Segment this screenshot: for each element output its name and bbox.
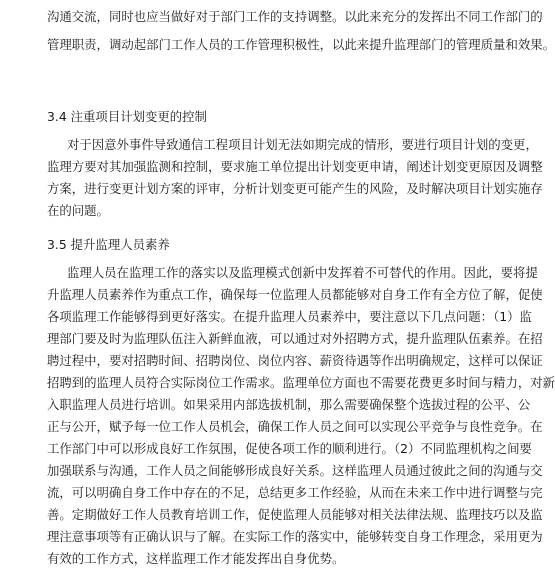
body-text-line: 管理职责，调动起部门工作人员的工作管理积极性，以此来提升监理部门的管理质量和效果。 bbox=[47, 37, 555, 52]
section-heading-3-4: 3.4 注重项目计划变更的控制 bbox=[47, 109, 207, 124]
body-text-line: 沟通交流，同时也应当做好对于部门工作的支持调整。以此来充分的发挥出不同工作部门的 bbox=[47, 9, 543, 24]
body-text-line: 对于因意外事件导致通信工程项目计划无法如期完成的情形，要进行项目计划的变更， bbox=[67, 137, 538, 152]
body-text-line: 各项监理工作能够得到更好落实。在提升监理人员素养中，要注意以下几点问题：（1）监 bbox=[47, 309, 532, 324]
body-text-line: 监理人员在监理工作的落实以及监理模式创新中发挥着不可替代的作用。因此，要将提 bbox=[67, 265, 538, 280]
body-text-line: 有效的工作方式，这样监理工作才能发挥出自身优势。 bbox=[47, 551, 345, 566]
body-text-line: 理部门要及时为监理队伍注入新鲜血液，可以通过对外招聘方式，提升监理队伍素养。在招 bbox=[47, 331, 543, 346]
body-text-line: 方案，进行变更计划方案的评审，分析计划变更可能产生的风险，及时解决项目计划实施存 bbox=[47, 181, 543, 196]
body-text-line: 正与公开，赋予每一位工作人员机会，确保工作人员之间可以实现公平竞争与良性竞争。在 bbox=[47, 419, 543, 434]
body-text-line: 监理方要对其加强监测和控制，要求施工单位提出计划变更申请，阐述计划变更原因及调整 bbox=[47, 159, 543, 174]
body-text-line: 入职监理人员进行培训。如果采用内部选拔机制，那么需要确保整个选拔过程的公平、公 bbox=[47, 397, 531, 412]
body-text-line: 聘过程中，要对招聘时间、招聘岗位、岗位内容、薪资待遇等作出明确规定，这样可以保证 bbox=[47, 353, 543, 368]
body-text-line: 工作部门中可以形成良好工作氛围，促使各项工作的顺利进行。（2）不同监理机构之间要 bbox=[47, 441, 532, 456]
body-text-line: 流，可以明确自身工作中存在的不足，总结更多工作经验，从而在未来工作中进行调整与完 bbox=[47, 485, 543, 500]
body-text-line: 招聘到的监理人员符合实际岗位工作需求。监理单位方面也不需要花费更多时间与精力，对新 bbox=[47, 375, 555, 390]
body-text-line: 理注意事项等有正确认识与了解。在实际工作的落实中，能够转变自身工作理念，采用更为 bbox=[47, 529, 543, 544]
body-text-line: 在的问题。 bbox=[47, 203, 109, 218]
body-text-line: 加强联系与沟通，工作人员之间能够形成良好关系。这样监理人员通过彼此之间的沟通与交 bbox=[47, 463, 543, 478]
section-heading-3-5: 3.5 提升监理人员素养 bbox=[47, 237, 170, 252]
body-text-line: 升监理人员素养作为重点工作，确保每一位监理人员都能够对自身工作有全方位了解，促使 bbox=[47, 287, 543, 302]
body-text-line: 善。定期做好工作人员教育培训工作，促使监理人员能够对相关法律法规、监理技巧以及监 bbox=[47, 507, 543, 522]
